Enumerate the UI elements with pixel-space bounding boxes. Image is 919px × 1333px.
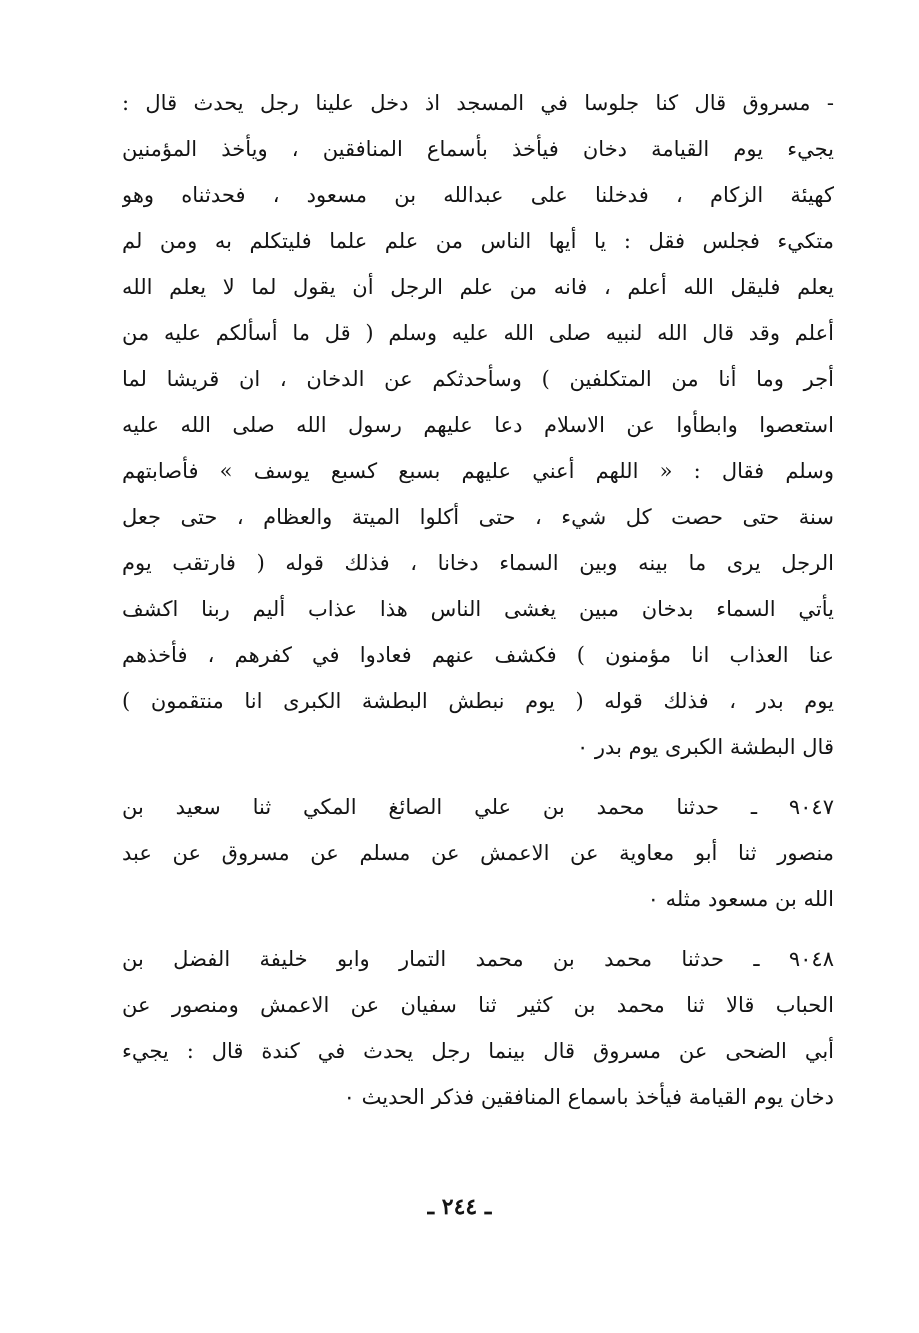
text-line: ٩٠٤٧ ـ حدثنا محمد بن علي الصائغ المكي ثنا سعيد بن [122,795,834,819]
text-line: كهيئة الزكام ، فدخلنا على عبدالله بن مسعود ، فحدثناه وهو [122,183,834,207]
paragraph-hadith-intro [122,80,834,770]
text-line: قال البطشة الكبرى يوم بدر ٠ [576,735,834,759]
text-line: متكيء فجلس فقل : يا أيها الناس من علم علما فليتكلم به ومن لم [122,229,834,253]
text-line: أعلم وقد قال الله لنبيه صلى الله عليه وسلم ( قل ما أسألكم عليه من [122,321,834,345]
text-line: يوم بدر ، فذلك قوله ( يوم نبطش البطشة الكبرى انا منتقمون ) [122,689,834,713]
text-line: أبي الضحى عن مسروق قال بينما رجل يحدث في كندة قال : يجيء [122,1039,834,1063]
text-line: دخان يوم القيامة فيأخذ باسماع المنافقين فذكر الحديث ٠ [343,1085,834,1109]
text-line: يأتي السماء بدخان مبين يغشى الناس هذا عذاب أليم ربنا اكشف [122,597,834,621]
paragraph-hadith-9047 [122,784,834,922]
paragraph-hadith-9048 [122,936,834,1120]
text-line: الله بن مسعود مثله ٠ [647,887,834,911]
text-line: يعلم فليقل الله أعلم ، فانه من علم الرجل أن يقول لما لا يعلم الله [122,275,834,299]
body-text [122,80,834,1120]
text-line: ٩٠٤٨ ـ حدثنا محمد بن محمد التمار وابو خليفة الفضل بن [122,947,834,971]
paragraph-gap [122,770,834,784]
text-line: وسلم فقال : « اللهم أعني عليهم بسبع كسبع يوسف » فأصابتهم [122,459,834,483]
text-line: - مسروق قال كنا جلوسا في المسجد اذ دخل علينا رجل يحدث قال : [122,91,834,115]
text-line: منصور ثنا أبو معاوية عن الاعمش عن مسلم عن مسروق عن عبد [122,841,834,865]
text-line: استعصوا وابطأوا عن الاسلام دعا عليهم رسول الله صلى الله عليه [122,413,834,437]
text-line: يجيء يوم القيامة دخان فيأخذ بأسماع المنافقين ، ويأخذ المؤمنين [122,137,834,161]
text-line: الرجل يرى ما بينه وبين السماء دخانا ، فذلك قوله ( فارتقب يوم [122,551,834,575]
text-line: أجر وما أنا من المتكلفين ) وسأحدثكم عن الدخان ، ان قريشا لما [122,367,834,391]
text-line: الحباب قالا ثنا محمد بن كثير ثنا سفيان عن الاعمش ومنصور عن [122,993,834,1017]
page-number: ـ ٢٤٤ ـ [427,1194,492,1220]
text-line: سنة حتى حصت كل شيء ، حتى أكلوا الميتة والعظام ، حتى جعل [122,505,834,529]
text-line: عنا العذاب انا مؤمنون ) فكشف عنهم فعادوا في كفرهم ، فأخذهم [122,643,834,667]
paragraph-gap [122,922,834,936]
